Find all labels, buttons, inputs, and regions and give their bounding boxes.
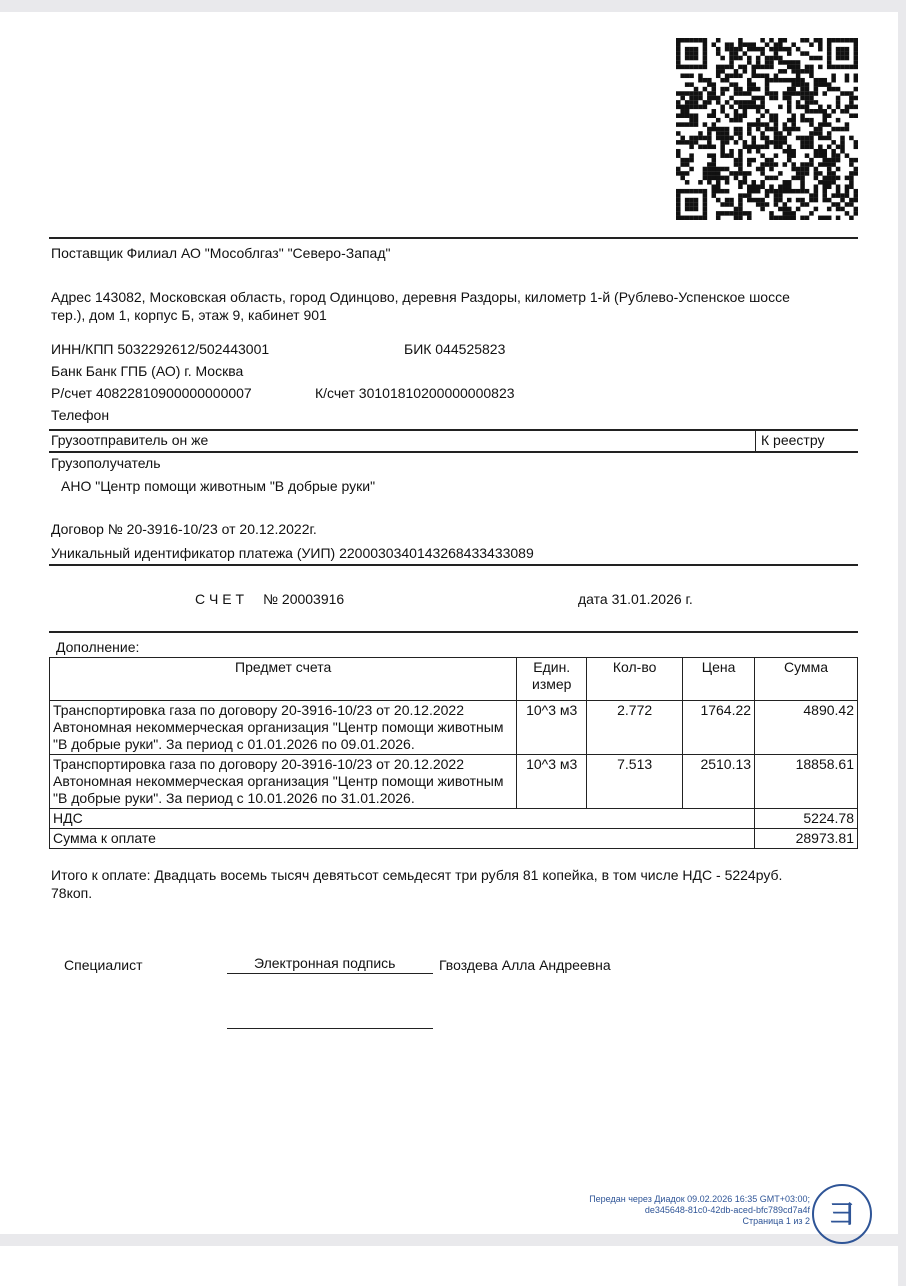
unit: 10^3 м3 [517, 755, 587, 809]
header-item: Предмет счета [50, 658, 517, 701]
header-sum: Сумма [755, 658, 858, 701]
unit: 10^3 м3 [517, 701, 587, 755]
header-qty: Кол-во [587, 658, 683, 701]
price: 2510.13 [683, 755, 755, 809]
diadoc-stamp [589, 1194, 810, 1227]
address-line-1: Адрес 143082, Московская область, город Одинцово, деревня Раздоры, километр 1-й (Рублево-Успенское шоссе [51, 289, 790, 305]
electronic-signature: Электронная подпись [254, 955, 396, 971]
table-row [50, 701, 858, 755]
signer-name: Гвоздева Алла Андреевна [439, 957, 611, 973]
address-line-2: тер.), дом 1, корпус Б, этаж 9, кабинет 901 [51, 307, 327, 323]
total-label: Сумма к оплате [50, 829, 755, 849]
item: Транспортировка газа по договору 20-3916-10/23 от 20.12.2022 Автономная некоммерческая организация "Центр помощи животным "В добрые руки". За период с 01.01.2026 по 09.01.2026. [50, 701, 517, 755]
diadoc-logo-icon: ⺕ [812, 1184, 872, 1244]
bank: Банк Банк ГПБ (АО) г. Москва [51, 363, 244, 379]
invoice-number: № 20003916 [263, 591, 345, 607]
next-page [0, 1246, 898, 1286]
shipper: Грузоотправитель он же [51, 432, 209, 448]
uip: Уникальный идентификатор платежа (УИП) 2200030340143268433433089 [51, 545, 534, 561]
supplier: Поставщик Филиал АО "Мособлгаз" "Северо-Запад" [51, 245, 391, 261]
registry: К реестру [761, 432, 825, 448]
price: 1764.22 [683, 701, 755, 755]
total-value: 28973.81 [755, 829, 858, 849]
addition: Дополнение: [56, 639, 140, 655]
correspondent-account: К/счет 30101810200000000823 [315, 385, 515, 401]
invoice-table [49, 657, 858, 849]
qty: 7.513 [587, 755, 683, 809]
invoice-title: С Ч Е Т [195, 591, 244, 607]
table-row [50, 755, 858, 809]
vat-value: 5224.78 [755, 809, 858, 829]
inn-kpp: ИНН/КПП 5032292612/502443001 [51, 341, 270, 357]
page-counter: Страница 1 из 2 [742, 1216, 810, 1226]
sum: 4890.42 [755, 701, 858, 755]
specialist-label: Специалист [64, 957, 143, 973]
bik: БИК 044525823 [404, 341, 506, 357]
consignee: АНО "Центр помощи животным "В добрые руки" [61, 478, 376, 494]
total-words-2: 78коп. [51, 885, 93, 901]
header-price: Цена [683, 658, 755, 701]
total-words-1: Итого к оплате: Двадцать восемь тысяч девятьсот семьдесят три рубля 81 копейка, в том числе НДС - 5224руб. [51, 867, 783, 883]
document-id: de345648-81c0-42db-aced-bfc789cd7a4f [644, 1205, 810, 1215]
vat-label: НДС [50, 809, 755, 829]
contract: Договор № 20-3916-10/23 от 20.12.2022г. [51, 521, 317, 537]
header-unit: Един. измер [517, 658, 587, 701]
qr-code [676, 38, 858, 220]
sum: 18858.61 [755, 755, 858, 809]
consignee-label: Грузополучатель [51, 455, 161, 471]
invoice-date: дата 31.01.2026 г. [578, 591, 693, 607]
settlement-account: Р/счет 40822810900000000007 [51, 385, 252, 401]
phone: Телефон [51, 407, 110, 423]
qty: 2.772 [587, 701, 683, 755]
item: Транспортировка газа по договору 20-3916-10/23 от 20.12.2022 Автономная некоммерческая организация "Центр помощи животным "В добрые руки". За период с 10.01.2026 по 31.01.2026. [50, 755, 517, 809]
transfer-info: Передан через Диадок 09.02.2026 16:35 GMT+03:00; [589, 1194, 810, 1204]
